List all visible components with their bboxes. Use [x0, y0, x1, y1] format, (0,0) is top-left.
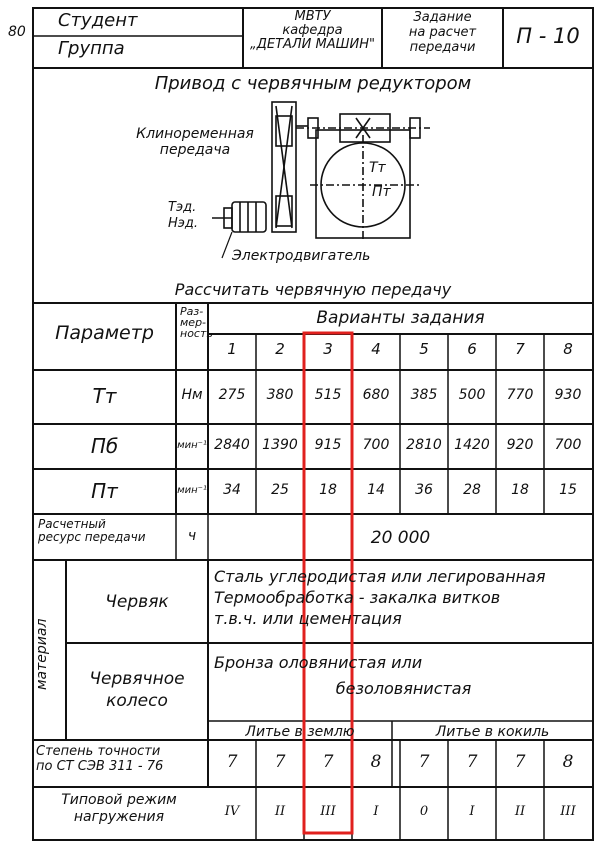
load-v6: I [469, 804, 475, 819]
accuracy-v1: 7 [226, 752, 238, 772]
motor-label: Электродвигатель [232, 248, 371, 264]
variant-3: 3 [323, 340, 333, 358]
unit-header-3: ность [180, 327, 213, 340]
cell-r1-v7: 770 [506, 387, 534, 403]
variant-6: 6 [467, 340, 477, 358]
org-block [243, 10, 382, 52]
cell-r2-v1: 2840 [214, 437, 250, 453]
cell-r3-v1: 34 [223, 482, 241, 498]
variant-5: 5 [419, 340, 429, 358]
load-label [44, 792, 194, 826]
accuracy-v7: 7 [514, 752, 526, 772]
wheel-line-1: Червячное [89, 669, 185, 689]
cell-r3-v5: 36 [415, 482, 433, 498]
resource-unit: ч [187, 528, 197, 544]
resource-line-1: Расчетный [38, 517, 106, 531]
group-label: Группа [58, 38, 125, 59]
cell-r2-v7: 920 [506, 437, 534, 453]
unit-header-2: мер- [180, 316, 207, 329]
belt-line-2: передача [159, 142, 231, 158]
cell-r3-v7: 18 [511, 482, 529, 498]
tt-label: Тт [369, 160, 386, 176]
accuracy-line-2: по СТ СЭВ 311 - 76 [36, 759, 164, 774]
cell-r1-v5: 385 [410, 387, 438, 403]
student-label: Студент [58, 10, 138, 31]
cell-r2-v8: 700 [554, 437, 582, 453]
cell-r3-v4: 14 [367, 482, 385, 498]
wheel-line-b: безоловянистая [335, 679, 472, 698]
cell-r1-v3: 515 [314, 387, 342, 403]
load-v5: 0 [419, 804, 429, 819]
param-nb: Пб [90, 434, 119, 458]
worm-line-1: Сталь углеродистая или легированная [214, 567, 546, 586]
accuracy-label [36, 744, 163, 774]
cell-r3-v2: 25 [271, 482, 289, 498]
task-line-1: Задание [413, 10, 472, 25]
t-ed-label: Тэд. [168, 200, 197, 215]
unit-min-2: мин⁻¹ [177, 485, 207, 496]
belt-line-1: Клиноременная [136, 126, 254, 142]
param-tt: Тт [92, 384, 117, 408]
wheel-line-a: Бронза оловянистая или [214, 653, 423, 672]
cell-r2-v6: 1420 [454, 437, 490, 453]
org-line-1: МВТУ [294, 9, 331, 24]
org-line-2: кафедра [282, 23, 343, 38]
unit-header-1: Раз- [180, 305, 204, 318]
worm-description [214, 566, 546, 629]
accuracy-v8: 8 [562, 752, 574, 772]
cell-r3-v8: 15 [559, 482, 577, 498]
subtitle: Рассчитать червячную передачу [174, 280, 452, 299]
task-line-3: передачи [409, 40, 476, 55]
resource-label [38, 518, 146, 544]
accuracy-line-1: Степень точности [36, 744, 161, 759]
resource-value: 20 000 [370, 528, 431, 548]
cell-r2-v2: 1390 [262, 437, 298, 453]
wheel-line-2: колесо [106, 691, 168, 711]
variant-numbers [208, 340, 593, 364]
cell-r3-v3: 18 [319, 482, 337, 498]
variant-1: 1 [227, 340, 237, 358]
cell-r2-v5: 2810 [406, 437, 442, 453]
belt-label [110, 126, 280, 158]
resource-line-2: ресурс передачи [38, 530, 146, 544]
n-ed-label: Нэд. [168, 216, 199, 231]
unit-nm: Нм [181, 387, 203, 403]
load-v1: IV [224, 804, 240, 819]
task-line-2: на расчет [408, 25, 477, 40]
accuracy-v3: 7 [322, 752, 334, 772]
cell-r1-v4: 680 [362, 387, 390, 403]
cell-r3-v6: 28 [463, 482, 481, 498]
cell-r1-v2: 380 [266, 387, 294, 403]
load-v3: III [320, 804, 336, 819]
side-number: 80 [8, 24, 26, 40]
worm-label: Червяк [105, 592, 169, 612]
variants-header: Варианты задания [316, 308, 485, 328]
variant-2: 2 [275, 340, 285, 358]
page-title: Привод с червячным редуктором [154, 73, 472, 94]
load-v4: I [373, 804, 379, 819]
material-label: материал [34, 618, 50, 690]
task-block [382, 10, 503, 55]
accuracy-v6: 7 [466, 752, 478, 772]
casting-sand: Литье в землю [245, 724, 355, 740]
load-v7: II [514, 804, 526, 819]
cell-r2-v4: 700 [362, 437, 390, 453]
param-header: Параметр [55, 322, 154, 344]
wheel-label [66, 668, 208, 712]
sheet-code: П - 10 [516, 24, 580, 48]
org-line-3: „ДЕТАЛИ МАШИН" [249, 37, 376, 52]
load-v2: II [274, 804, 286, 819]
load-line-1: Типовой режим [61, 792, 177, 808]
cell-r2-v3: 915 [314, 437, 342, 453]
cell-r1-v6: 500 [458, 387, 486, 403]
variant-4: 4 [371, 340, 381, 358]
variant-8: 8 [563, 340, 573, 358]
variant-7: 7 [515, 340, 525, 358]
casting-chill: Литье в кокиль [435, 724, 550, 740]
cell-r1-v1: 275 [218, 387, 246, 403]
unit-min-1: мин⁻¹ [177, 440, 207, 451]
wheel-description [214, 650, 593, 702]
load-v8: III [560, 804, 576, 819]
load-line-2: нагружения [73, 809, 165, 825]
accuracy-v2: 7 [274, 752, 286, 772]
worm-line-2: Термообработка - закалка витков [214, 588, 501, 607]
param-nt: Пт [91, 479, 118, 503]
nt-label: Пт [372, 184, 391, 200]
accuracy-v4: 8 [370, 752, 382, 772]
accuracy-v5: 7 [418, 752, 430, 772]
cell-r1-v8: 930 [554, 387, 582, 403]
worm-line-3: т.в.ч. или цементация [214, 609, 402, 628]
